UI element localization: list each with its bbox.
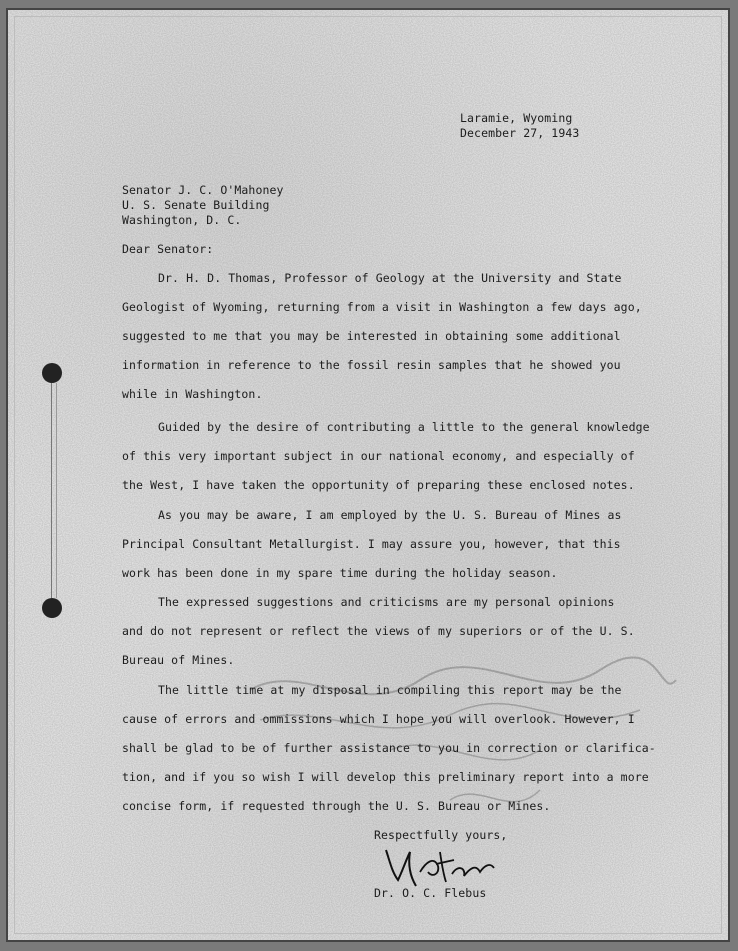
binder-line [51,383,52,598]
body-line: shall be glad to be of further assistance to you in correction or clarifica- [122,741,656,755]
letter-date: December 27, 1943 [460,126,580,140]
signer-name: Dr. O. C. Flebus [374,886,487,900]
recipient-city: Washington, D. C. [122,213,242,227]
body-line: Dr. H. D. Thomas, Professor of Geology at the University and State [158,271,622,285]
binder-hole-top [42,363,62,383]
body-line: The little time at my disposal in compiling this report may be the [158,683,622,697]
signature [380,842,500,892]
recipient-name: Senator J. C. O'Mahoney [122,183,284,197]
body-line: work has been done in my spare time during the holiday season. [122,566,558,580]
body-line: the West, I have taken the opportunity of preparing these enclosed notes. [122,478,635,492]
salutation: Dear Senator: [122,242,214,256]
letter-page [6,8,730,942]
body-line: information in reference to the fossil resin samples that he showed you [122,358,621,372]
body-line: Principal Consultant Metallurgist. I may assure you, however, that this [122,537,621,551]
body-line: Guided by the desire of contributing a little to the general knowledge [158,420,650,434]
body-line: suggested to me that you may be interested in obtaining some additional [122,329,621,343]
body-line: As you may be aware, I am employed by the U. S. Bureau of Mines as [158,508,622,522]
body-line: and do not represent or reflect the views of my superiors or of the U. S. [122,624,635,638]
body-line: concise form, if requested through the U. S. Bureau or Mines. [122,799,551,813]
body-line: cause of errors and ommissions which I hope you will overlook. However, I [122,712,635,726]
body-line: of this very important subject in our national economy, and especially of [122,449,635,463]
body-line: Geologist of Wyoming, returning from a visit in Washington a few days ago, [122,300,642,314]
body-line: tion, and if you so wish I will develop this preliminary report into a more [122,770,649,784]
recipient-building: U. S. Senate Building [122,198,270,212]
body-line: Bureau of Mines. [122,653,235,667]
body-line: The expressed suggestions and criticisms are my personal opinions [158,595,615,609]
binder-hole-bottom [42,598,62,618]
binder-line [56,383,57,598]
letter-place: Laramie, Wyoming [460,111,573,125]
body-line: while in Washington. [122,387,263,401]
closing: Respectfully yours, [374,828,508,842]
